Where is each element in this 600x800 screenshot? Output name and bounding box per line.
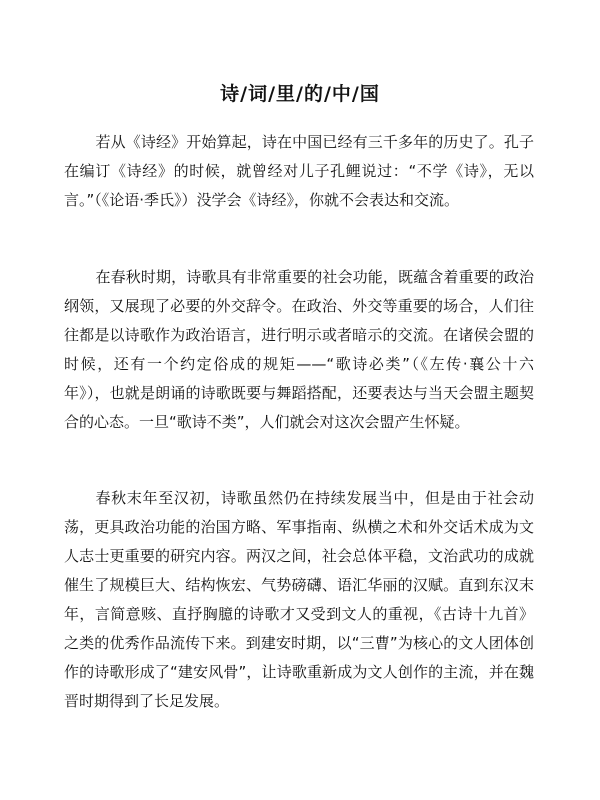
paragraph-3: 春秋末年至汉初，诗歌虽然仍在持续发展当中，但是由于社会动荡，更具政治功能的治国方略、军事指南、纵横之术和外交话术成为文人志士更重要的研究内容。两汉之间，社会总体平稳，文治武功的成就催生了规模巨大、结构恢宏、气势磅礴、语汇华丽的汉赋。直到东汉末年，言简意赅、直抒胸臆的诗歌才又受到文人的重视，《古诗十九首》之类的优秀作品流传下来。到建安时期，以“三曹”为核心的文人团体创作的诗歌形成了“建安风骨”，让诗歌重新成为文人创作的主流，并在魏晋时期得到了长足发展。 [64,489,534,710]
page-title: 诗/词/里/的/中/国 [220,83,380,105]
paragraph-2: 在春秋时期，诗歌具有非常重要的社会功能，既蕴含着重要的政治纲领，又展现了必要的外交辞令。在政治、外交等重要的场合，人们往往都是以诗歌作为政治语言，进行明示或者暗示的交流。在诸侯会盟的时候，还有一个约定俗成的规矩——“歌诗必类”（《左传·襄公十六年》），也就是朗诵的诗歌既要与舞蹈搭配，还要表达与当天会盟主题契合的心态。一旦“歌诗不类”，人们就会对这次会盟产生怀疑。 [64,268,534,431]
paragraph-1: 若从《诗经》开始算起，诗在中国已经有三千多年的历史了。孔子在编订《诗经》的时候，就曾经对儿子孔鲤说过：“不学《诗》，无以言。”（《论语·季氏》）没学会《诗经》，你就不会表达和交流。 [64,133,534,209]
